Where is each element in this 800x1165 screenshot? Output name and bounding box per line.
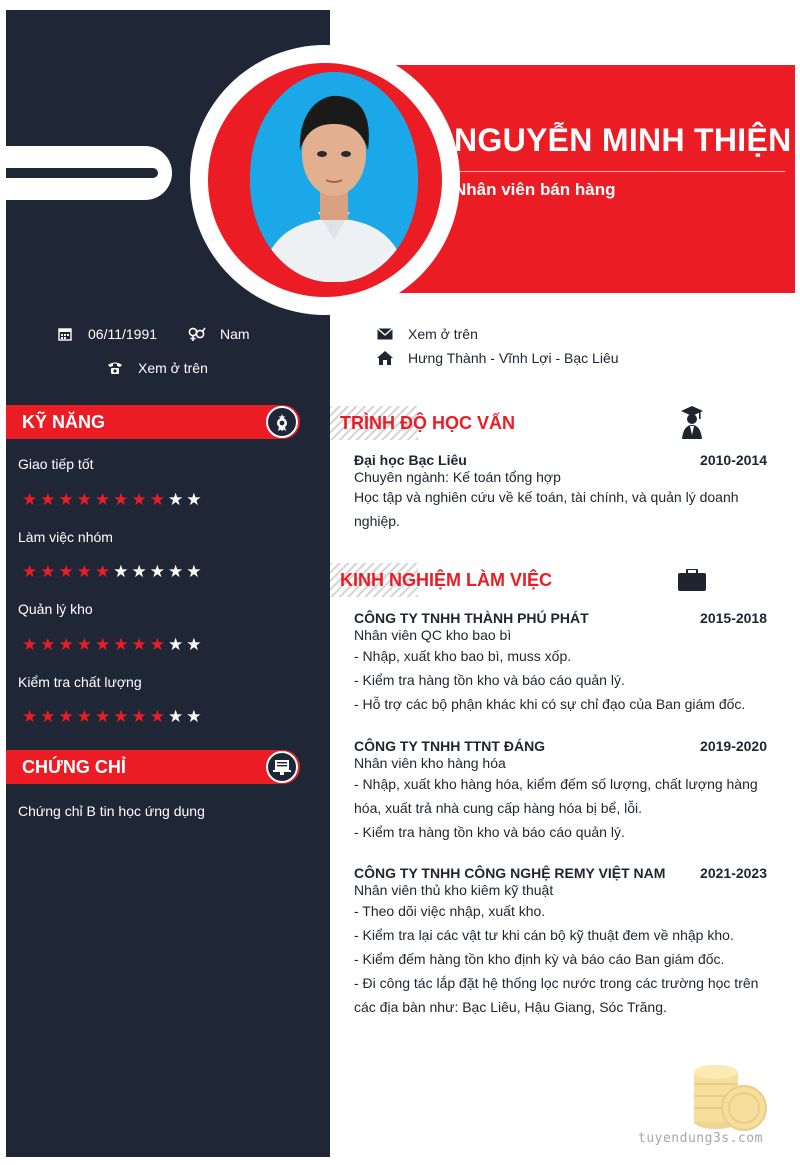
job-years: 2015-2018 — [700, 610, 767, 626]
star-filled-icon: ★ — [131, 635, 147, 654]
job-duty-line: - Kiểm tra hàng tồn kho và báo cáo quản lý. — [354, 824, 625, 840]
phone-icon — [106, 359, 124, 377]
job-duty-line: - Kiểm tra hàng tồn kho và báo cáo quản lý. — [354, 672, 625, 688]
star-filled-icon: ★ — [58, 707, 74, 726]
star-filled-icon: ★ — [58, 490, 74, 509]
job-years: 2019-2020 — [700, 738, 767, 754]
job-duty-line: các địa bàn như: Bạc Liêu, Hậu Giang, Sóc Trăng. — [354, 999, 667, 1015]
skill-name: Làm việc nhóm — [18, 529, 113, 545]
envelope-icon — [376, 325, 394, 343]
job-duty-line: - Hỗ trợ các bộ phận khác khi có sự chỉ đạo của Ban giám đốc. — [354, 696, 746, 712]
star-filled-icon: ★ — [95, 490, 111, 509]
decorative-bar — [6, 146, 172, 200]
skill-rating — [22, 563, 202, 580]
certificates-section-header — [6, 750, 300, 784]
star-filled-icon: ★ — [58, 635, 74, 654]
job-years: 2021-2023 — [700, 865, 767, 881]
name-divider — [454, 171, 785, 172]
skill-name: Kiểm tra chất lượng — [18, 674, 142, 690]
job-entry-head — [354, 865, 767, 881]
job-position: Nhân viên kho hàng hóa — [354, 755, 506, 771]
certificates-section-title: CHỨNG CHỈ — [22, 757, 126, 777]
star-empty-icon: ★ — [149, 562, 165, 581]
job-position: Nhân viên QC kho bao bì — [354, 627, 512, 643]
star-empty-icon: ★ — [131, 562, 147, 581]
job-duty-line: - Nhập, xuất kho bao bì, muss xốp. — [354, 648, 572, 664]
star-filled-icon: ★ — [113, 490, 129, 509]
star-empty-icon: ★ — [113, 562, 129, 581]
phone-value: Xem ở trên — [138, 360, 208, 376]
star-filled-icon: ★ — [95, 635, 111, 654]
star-filled-icon: ★ — [149, 707, 165, 726]
briefcase-icon — [678, 569, 706, 596]
star-empty-icon: ★ — [186, 490, 202, 509]
education-section-title: TRÌNH ĐỘ HỌC VẤN — [340, 412, 515, 433]
job-duties — [354, 772, 774, 844]
star-filled-icon: ★ — [76, 635, 92, 654]
job-entry-head — [354, 738, 767, 754]
education-description-line: nghiệp. — [354, 513, 400, 529]
company-name: CÔNG TY TNHH CÔNG NGHỆ REMY VIỆT NAM — [354, 865, 666, 881]
email-row — [376, 325, 478, 343]
company-name: CÔNG TY TNHH THÀNH PHÚ PHÁT — [354, 610, 589, 626]
star-filled-icon: ★ — [76, 707, 92, 726]
gender-value: Nam — [220, 326, 250, 342]
star-empty-icon: ★ — [168, 490, 184, 509]
graduate-icon — [679, 405, 705, 444]
star-empty-icon: ★ — [168, 635, 184, 654]
job-duties — [354, 899, 774, 1019]
star-filled-icon: ★ — [22, 490, 38, 509]
job-duty-line: - Nhập, xuất kho hàng hóa, kiểm đếm số lượng, chất lượng hàng — [354, 776, 758, 792]
skill-name: Quản lý kho — [18, 601, 93, 617]
job-entry-head — [354, 610, 767, 626]
watermark: tuyendung3s.com — [638, 1131, 763, 1146]
star-filled-icon: ★ — [95, 707, 111, 726]
company-name: CÔNG TY TNHH TTNT ĐÁNG — [354, 738, 546, 754]
coins-illustration — [686, 1052, 776, 1132]
star-filled-icon: ★ — [22, 635, 38, 654]
star-filled-icon: ★ — [58, 562, 74, 581]
star-filled-icon: ★ — [95, 562, 111, 581]
star-filled-icon: ★ — [22, 707, 38, 726]
address-row — [376, 349, 619, 367]
education-description-line: Học tập và nghiên cứu về kế toán, tài chính, và quản lý doanh — [354, 489, 739, 505]
certificate-icon — [266, 751, 298, 783]
skill-name: Giao tiếp tốt — [18, 456, 94, 472]
gender-row — [188, 325, 250, 343]
star-filled-icon: ★ — [40, 562, 56, 581]
star-filled-icon: ★ — [149, 635, 165, 654]
education-major: Chuyên ngành: Kế toán tổng hợp — [354, 469, 561, 485]
star-empty-icon: ★ — [186, 562, 202, 581]
phone-row — [106, 359, 208, 377]
skill-rating — [22, 708, 202, 725]
experience-section-title: KINH NGHIỆM LÀM VIỆC — [340, 569, 553, 590]
star-filled-icon: ★ — [40, 707, 56, 726]
school-name: Đại học Bạc Liêu — [354, 452, 467, 468]
job-position: Nhân viên thủ kho kiêm kỹ thuật — [354, 882, 554, 898]
education-entry-head — [354, 452, 767, 468]
birthday-row — [56, 325, 157, 343]
job-duty-line: - Đi công tác lắp đặt hệ thống lọc nước trong các trường học trên — [354, 975, 759, 991]
star-empty-icon: ★ — [186, 707, 202, 726]
candidate-name: NGUYỄN MINH THIỆN — [454, 122, 792, 158]
job-duty-line: - Kiểm đếm hàng tồn kho định kỳ và báo cáo Ban giám đốc. — [354, 951, 725, 967]
skill-rating — [22, 636, 202, 653]
skill-rating — [22, 491, 202, 508]
star-filled-icon: ★ — [113, 707, 129, 726]
birthday-value: 06/11/1991 — [88, 326, 158, 342]
star-filled-icon: ★ — [76, 490, 92, 509]
skills-section-header — [6, 405, 300, 439]
star-filled-icon: ★ — [22, 562, 38, 581]
candidate-title: Nhân viên bán hàng — [454, 180, 616, 199]
gender-icon — [188, 325, 206, 343]
calendar-icon — [56, 325, 74, 343]
profile-photo — [250, 72, 418, 282]
star-filled-icon: ★ — [40, 490, 56, 509]
star-filled-icon: ★ — [131, 707, 147, 726]
email-value: Xem ở trên — [408, 326, 478, 342]
star-filled-icon: ★ — [113, 635, 129, 654]
education-years: 2010-2014 — [700, 452, 767, 468]
home-icon — [376, 349, 394, 367]
skills-badge-icon — [266, 406, 298, 438]
certificate-item: Chứng chỉ B tin học ứng dụng — [18, 803, 205, 819]
star-empty-icon: ★ — [168, 707, 184, 726]
address-value: Hưng Thành - Vĩnh Lợi - Bạc Liêu — [408, 350, 619, 366]
star-filled-icon: ★ — [76, 562, 92, 581]
star-filled-icon: ★ — [149, 490, 165, 509]
skills-section-title: KỸ NĂNG — [22, 412, 106, 432]
job-duty-line: hóa, xuất trả nhà cung cấp hàng hóa bị bể, lỗi. — [354, 800, 642, 816]
job-duty-line: - Theo dõi việc nhập, xuất kho. — [354, 903, 546, 919]
star-filled-icon: ★ — [40, 635, 56, 654]
star-empty-icon: ★ — [186, 635, 202, 654]
star-filled-icon: ★ — [131, 490, 147, 509]
job-duty-line: - Kiểm tra lại các vật tư khi cán bộ kỹ thuật đem về nhập kho. — [354, 927, 734, 943]
star-empty-icon: ★ — [168, 562, 184, 581]
job-duties — [354, 644, 774, 716]
education-description — [354, 485, 774, 533]
